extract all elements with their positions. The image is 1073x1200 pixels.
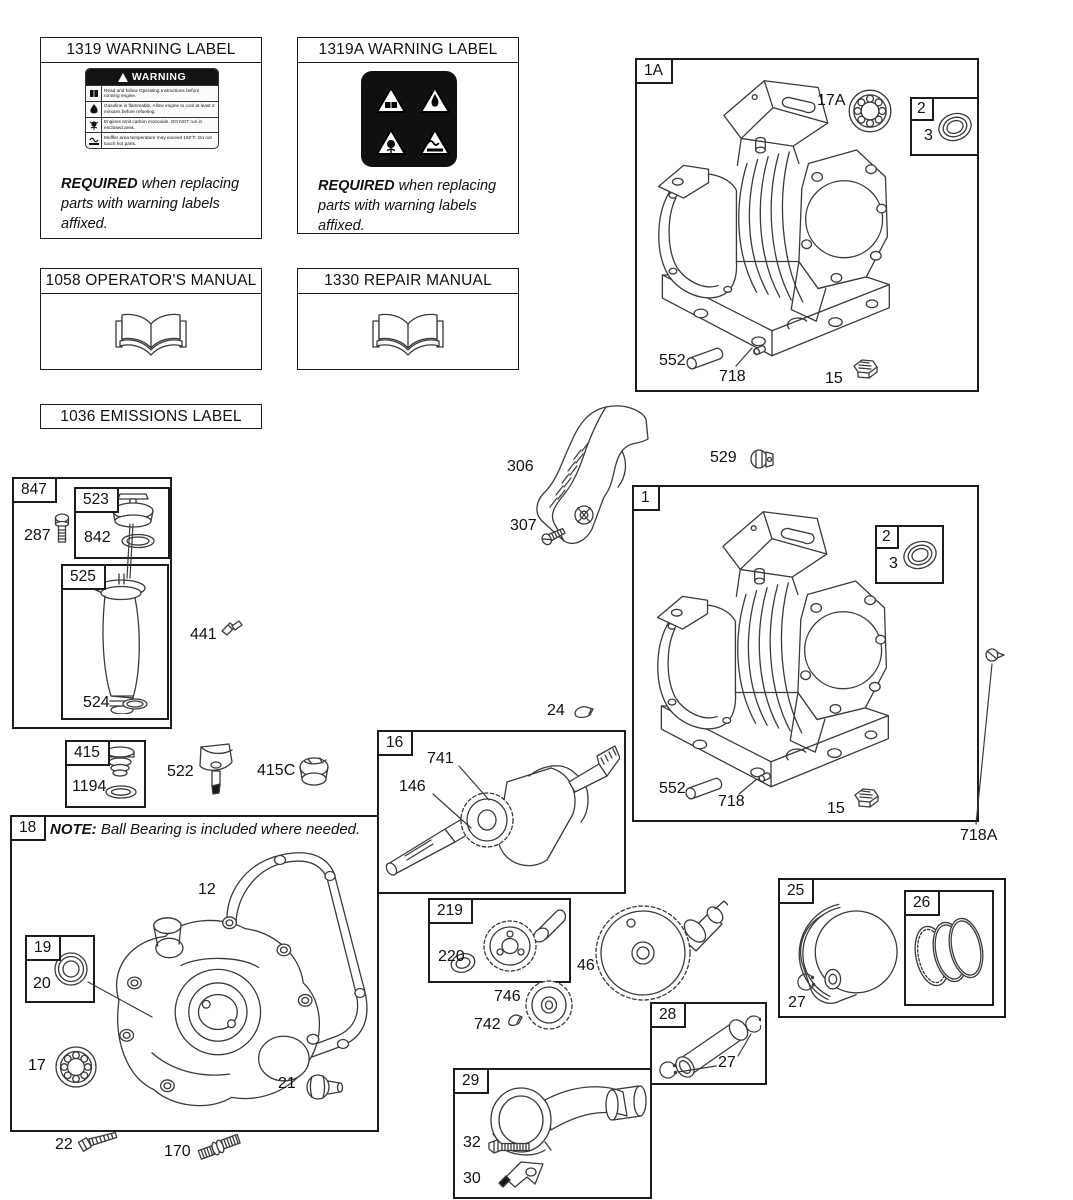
oil-drain-plug-drawing (304, 1069, 344, 1105)
cap-drawing (296, 754, 332, 790)
callout-32: 32 (463, 1134, 481, 1151)
book-icon (86, 86, 102, 101)
box-crankshaft-16 (377, 730, 626, 894)
panel-operators-manual (40, 268, 262, 370)
box-tag: 525 (63, 566, 106, 590)
box-tag: 847 (14, 479, 57, 503)
piston-rings-drawing (910, 908, 986, 998)
oil-fill-tube-drawing (79, 572, 161, 714)
panel-emissions-label (40, 404, 262, 429)
warning-word: WARNING (131, 71, 187, 83)
crankshaft-drawing (379, 732, 620, 888)
inner-box-rings-26 (904, 890, 994, 1006)
warning-row (86, 117, 218, 133)
o-ring-drawing (118, 531, 158, 551)
plug-drawing (758, 771, 772, 783)
box-cylinder-1 (632, 485, 979, 822)
crankcase-cylinder-drawing (646, 503, 896, 808)
box-tag: 1A (637, 60, 673, 84)
warning-row (86, 101, 218, 117)
panel-title: 1036 EMISSIONS LABEL (60, 407, 242, 425)
box-tag: 28 (652, 1004, 686, 1028)
callout-552: 552 (659, 352, 686, 369)
box-dipstick-847 (12, 477, 172, 729)
panel-repair-manual (297, 268, 519, 370)
box-tag: 29 (455, 1070, 489, 1094)
panel-warning-label-1319 (40, 37, 262, 239)
panel-title: 1058 OPERATOR'S MANUAL (41, 269, 261, 294)
camshaft-drawing (591, 893, 728, 1005)
callout-718: 718 (719, 368, 746, 385)
callout-17a: 17A (817, 92, 846, 109)
warning-band (86, 69, 218, 85)
warning-row (86, 132, 218, 148)
warning-triangle-icon (118, 73, 128, 82)
callout-287: 287 (24, 527, 51, 544)
callout-27: 27 (788, 994, 806, 1011)
breather-clip-drawing (220, 618, 244, 638)
callout-741: 741 (427, 750, 454, 767)
callout-415c: 415C (257, 762, 296, 779)
box-piston-pin-28 (650, 1002, 767, 1085)
callout-15: 15 (827, 800, 845, 817)
retainer-ring-drawing (794, 970, 816, 992)
box-tag: 1 (634, 487, 660, 511)
required-word: REQUIRED (318, 178, 395, 194)
callout-21: 21 (278, 1075, 296, 1092)
box-connecting-rod-29 (453, 1068, 652, 1199)
callout-1194: 1194 (72, 778, 107, 795)
hot-surface-icon (86, 133, 102, 148)
o-ring-drawing (121, 697, 149, 711)
ball-bearing-drawing (845, 86, 895, 136)
box-tag: 26 (906, 892, 940, 916)
box-tag: 2 (912, 99, 934, 121)
drain-plug-drawing (849, 354, 883, 382)
callout-529: 529 (710, 449, 737, 466)
callout-306: 306 (507, 458, 534, 475)
warning-row-text: Engines emit carbon monoxide. DO NOT run in enclosed area. (104, 119, 203, 130)
exhaust-fumes-icon (86, 118, 102, 133)
book-icon (115, 305, 187, 357)
oil-seal-drawing (900, 532, 940, 578)
required-text: when replacing parts with warning labels affixed. (61, 176, 240, 232)
box-tag: 25 (780, 880, 814, 904)
box-cylinder-1a (635, 58, 979, 392)
warning-row-text: Muffler area temperature may exceed 150°F. Do not touch hot parts. (104, 134, 212, 146)
required-word: REQUIRED (61, 176, 138, 192)
box-oil-plug-415 (65, 740, 146, 808)
callout-22: 22 (55, 1136, 73, 1153)
rod-screw-drawing (487, 1136, 535, 1158)
callout-307: 307 (510, 517, 537, 534)
warning-row-text: Read and follow Operating Instructions before running engine. (104, 87, 200, 99)
flame-icon (86, 102, 102, 117)
inner-box-seal (910, 97, 979, 156)
drain-valve-drawing (194, 742, 236, 798)
callout-20: 20 (33, 975, 51, 992)
callout-742: 742 (474, 1016, 501, 1033)
shield-screw-drawing (540, 524, 568, 548)
plug-drawing (753, 344, 767, 356)
callout-12: 12 (198, 881, 216, 898)
governor-gear-drawing (472, 902, 566, 976)
callout-146: 146 (399, 778, 426, 795)
drain-plug-drawing (850, 783, 884, 811)
callout-441: 441 (190, 626, 217, 643)
callout-552: 552 (659, 780, 686, 797)
panel-title: 1319A WARNING LABEL (298, 38, 518, 63)
box-tag: 219 (430, 900, 473, 924)
panel-title: 1330 REPAIR MANUAL (298, 269, 518, 294)
oil-seal-drawing (935, 104, 975, 150)
callout-842: 842 (84, 529, 111, 546)
warning-label-art (85, 68, 219, 149)
pictogram-label-art (360, 70, 458, 168)
box-piston-25 (778, 878, 1006, 1018)
gasket-drawing (103, 784, 139, 800)
panel-warning-label-1319a (297, 37, 519, 234)
callout-746: 746 (494, 988, 521, 1005)
woodruff-key-drawing (572, 705, 596, 721)
callout-30: 30 (463, 1170, 481, 1187)
timing-gear-drawing (523, 978, 575, 1032)
callout-24: 24 (547, 702, 565, 719)
required-note (318, 176, 508, 236)
callout-170: 170 (164, 1143, 191, 1160)
box-tag: 16 (379, 732, 413, 756)
panel-title: 1319 WARNING LABEL (41, 38, 261, 63)
oil-dipper-drawing (489, 1156, 553, 1194)
warning-row-text: Gasoline is flammable. Allow engine to cool at least 2 minutes before refueling. (104, 103, 215, 115)
callout-15: 15 (825, 370, 843, 387)
callout-718: 718 (718, 793, 745, 810)
callout-522: 522 (167, 763, 194, 780)
warning-row (86, 85, 218, 101)
book-icon (372, 305, 444, 357)
box-crankcase-cover-18 (10, 815, 379, 1132)
note-text: Ball Bearing is included where needed. (96, 821, 361, 838)
box-tag: 523 (76, 489, 119, 513)
box-tag: 2 (877, 527, 899, 549)
note-word: NOTE: (50, 821, 97, 838)
callout-46: 46 (577, 957, 595, 974)
inner-box-seal-19 (25, 935, 95, 1003)
callout-17: 17 (28, 1057, 46, 1074)
callout-220: 220 (438, 948, 465, 965)
box-tag: 19 (27, 937, 61, 961)
box-governor-gear-219 (428, 898, 571, 983)
stud-drawing (195, 1126, 245, 1166)
callout-27: 27 (718, 1054, 736, 1071)
callout-3: 3 (924, 127, 933, 144)
hex-bolt-drawing (77, 1126, 121, 1156)
callout-3: 3 (889, 555, 898, 572)
ball-bearing-drawing (52, 1043, 100, 1091)
gear-key-drawing (505, 1012, 525, 1030)
callout-718a: 718A (960, 827, 998, 844)
clamp-nut-drawing (749, 446, 775, 472)
box-tag: 18 (12, 817, 46, 841)
inner-box-seal (875, 525, 944, 584)
extension-plug-drawing (984, 646, 1006, 664)
callout-524: 524 (83, 694, 110, 711)
screw-drawing (52, 513, 72, 549)
required-text: when replacing parts with warning labels affixed. (318, 178, 497, 234)
required-note (61, 174, 251, 234)
inner-box-tube-525 (61, 564, 169, 720)
box-tag: 415 (67, 742, 110, 766)
inner-box-cap-523 (74, 487, 170, 559)
ball-bearing-note (50, 821, 360, 838)
